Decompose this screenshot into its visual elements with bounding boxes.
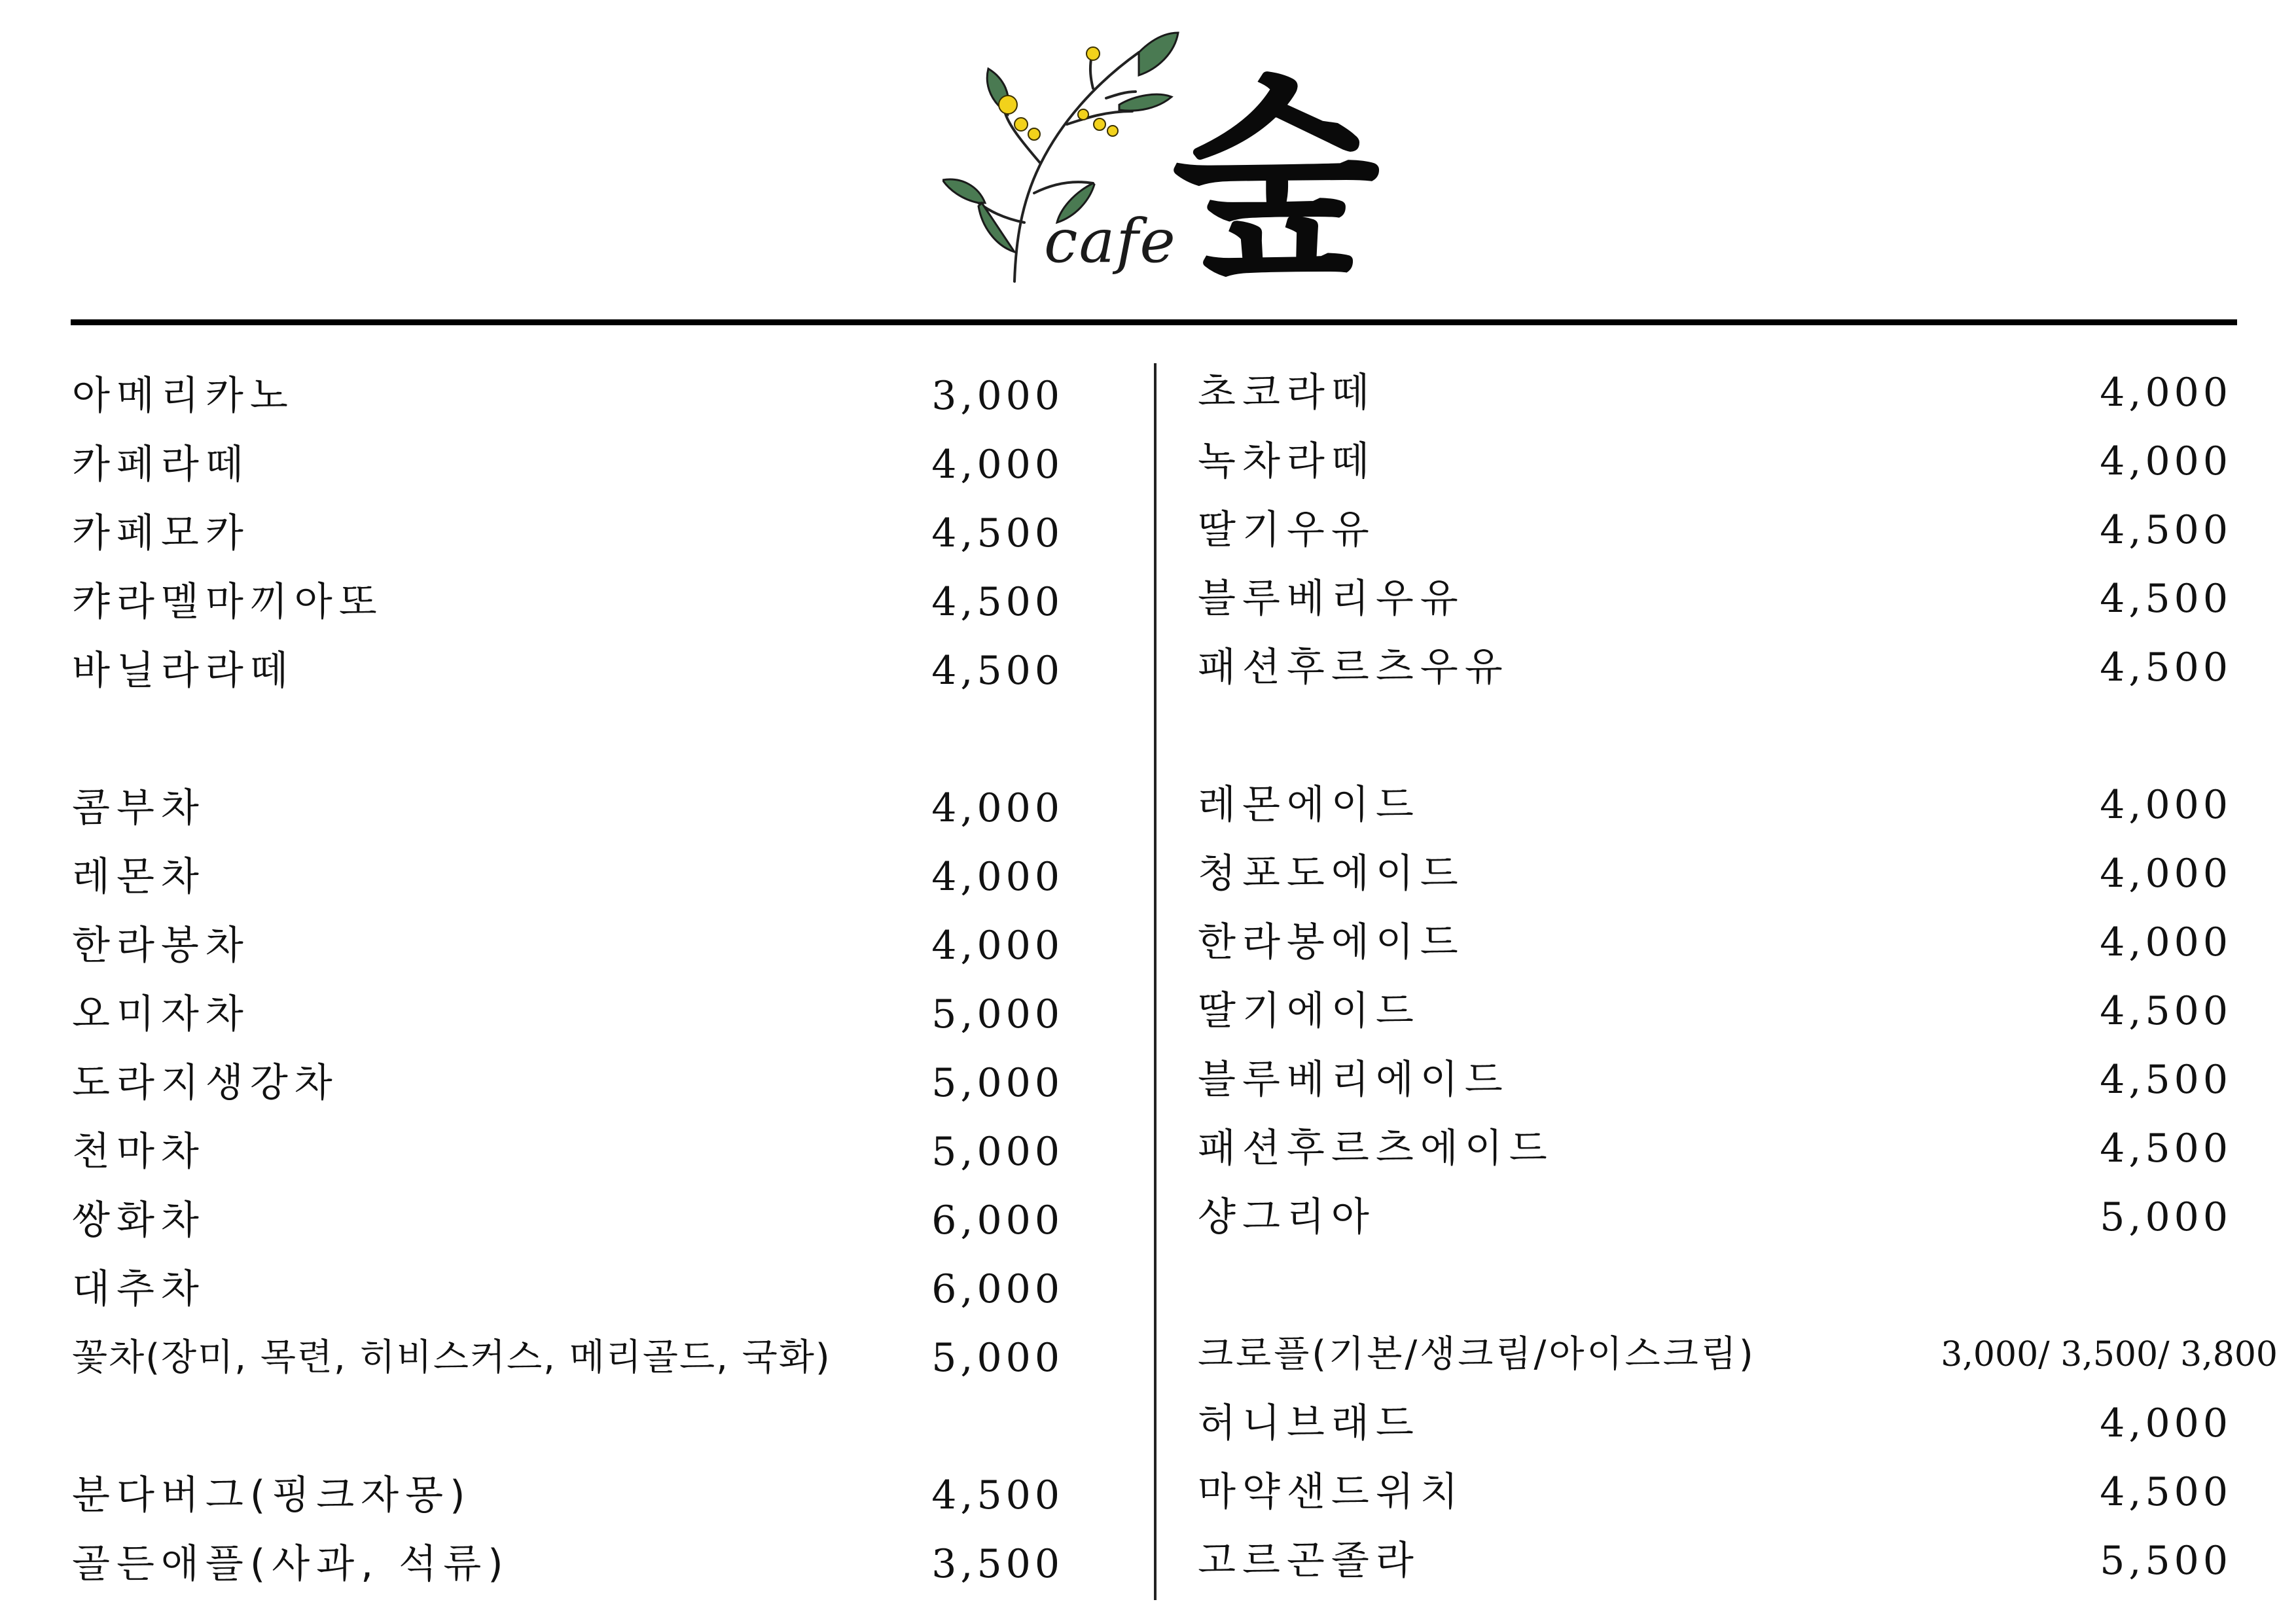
menu-item-name: 골든애플(사과, 석류) — [72, 1541, 510, 1587]
menu-item-name: 마약샌드위치 — [1198, 1469, 1465, 1515]
menu-item-price: 4,500 — [2100, 1126, 2232, 1171]
menu-item-price: 4,000 — [2100, 919, 2232, 965]
menu-item — [1198, 432, 2232, 491]
menu-item-name: 바닐라라떼 — [72, 648, 295, 694]
menu-item-name: 녹차라떼 — [1198, 438, 1376, 484]
menu-item-price: 4,500 — [2100, 1469, 2232, 1515]
menu-item-price: 4,000 — [2100, 851, 2232, 897]
menu-item-price: 4,500 — [2100, 988, 2232, 1034]
menu-item-price: 4,500 — [931, 1472, 1064, 1518]
menu-item-name: 크로플(기본/생크림/아이스크림) — [1198, 1333, 1756, 1376]
menu-item-price: 6,000 — [931, 1198, 1064, 1243]
menu-item — [72, 985, 1064, 1044]
brand-name: 숲 — [1172, 54, 1380, 306]
menu-item-price: 4,500 — [2100, 645, 2232, 690]
menu-item-name: 분다버그(핑크자몽) — [72, 1472, 472, 1518]
menu-item — [1198, 638, 2232, 697]
menu-item-name: 패션후르츠우유 — [1198, 645, 1509, 690]
menu-item-price: 4,500 — [931, 648, 1064, 694]
brand-cafe-label: cafe — [1044, 206, 1177, 276]
menu-item — [1198, 1050, 2232, 1109]
menu-item-price: 3,000 — [931, 373, 1064, 419]
menu-item-name: 쌍화차 — [72, 1198, 206, 1243]
menu-item-name: 딸기에이드 — [1198, 988, 1420, 1034]
menu-item-name: 고르곤졸라 — [1198, 1538, 1420, 1584]
menu-item-name: 오미자차 — [72, 991, 250, 1037]
menu-item — [72, 366, 1064, 425]
menu-item-name: 카페라떼 — [72, 442, 250, 488]
menu-item-name: 카페모카 — [72, 510, 250, 556]
menu-item — [1198, 844, 2232, 903]
menu-item — [1198, 1531, 2232, 1590]
menu-item — [1198, 776, 2232, 834]
menu-item — [72, 504, 1064, 563]
menu-item — [1198, 1119, 2232, 1178]
menu-item-name: 청포도에이드 — [1198, 851, 1465, 897]
menu-header — [0, 0, 2296, 308]
menu-item-name: 대추차 — [72, 1266, 206, 1312]
menu-item — [1198, 501, 2232, 560]
menu-item-name: 아메리카노 — [72, 373, 295, 419]
menu-item-name: 꽃차(장미, 목련, 히비스커스, 메리골드, 국화) — [72, 1336, 831, 1379]
menu-item-price: 4,500 — [931, 510, 1064, 556]
menu-item — [1198, 982, 2232, 1041]
menu-item-price: 5,000 — [931, 1129, 1064, 1175]
menu-item — [72, 847, 1064, 906]
menu-item-name: 허니브래드 — [1198, 1400, 1420, 1446]
header-divider — [71, 319, 2237, 325]
menu-item — [72, 1122, 1064, 1181]
menu-item — [72, 1535, 1064, 1594]
menu-item-price: 3,000/ 3,500/ 3,800 — [1941, 1335, 2278, 1374]
menu-item-price: 4,000 — [931, 923, 1064, 969]
menu-item-name: 한라봉에이드 — [1198, 919, 1465, 965]
column-divider — [1154, 363, 1157, 1600]
menu-item-name: 블루베리우유 — [1198, 576, 1465, 622]
menu-item — [72, 779, 1064, 838]
menu-item-name: 블루베리에이드 — [1198, 1057, 1509, 1103]
menu-item-name: 샹그리아 — [1198, 1194, 1376, 1240]
menu-item-price: 4,000 — [2100, 1400, 2232, 1446]
menu-item-name: 한라봉차 — [72, 923, 250, 969]
menu-item-name: 레몬차 — [72, 854, 206, 900]
menu-item-price: 5,000 — [931, 991, 1064, 1037]
menu-item-name: 캬라멜마끼아또 — [72, 579, 384, 625]
menu-item-price: 4,500 — [2100, 576, 2232, 622]
menu-item — [72, 1466, 1064, 1525]
menu-item-price: 4,000 — [931, 785, 1064, 831]
menu-item-price: 4,000 — [931, 854, 1064, 900]
menu-item — [1198, 363, 2232, 422]
menu-item-name: 패션후르츠에이드 — [1198, 1126, 1554, 1171]
menu-item-price: 4,500 — [2100, 507, 2232, 553]
menu-item-price: 4,500 — [2100, 1057, 2232, 1103]
menu-item-price: 4,000 — [2100, 370, 2232, 416]
menu-item-name: 콤부차 — [72, 785, 206, 831]
menu-item-price: 6,000 — [931, 1266, 1064, 1312]
menu-item-price: 5,000 — [931, 1335, 1064, 1381]
menu-item — [72, 1260, 1064, 1319]
menu-item-price: 5,000 — [931, 1060, 1064, 1106]
menu-item-name: 딸기우유 — [1198, 507, 1376, 553]
menu-item-name: 천마차 — [72, 1129, 206, 1175]
menu-item — [72, 1329, 1064, 1387]
menu-item — [72, 1054, 1064, 1113]
menu-item-price: 3,500 — [931, 1541, 1064, 1587]
menu-item — [1198, 1394, 2232, 1453]
menu-item — [1198, 569, 2232, 628]
menu-item — [1198, 1188, 2232, 1247]
menu-item-name: 초코라떼 — [1198, 370, 1376, 416]
menu-item — [72, 435, 1064, 494]
menu-item — [72, 1191, 1064, 1250]
menu-item-price: 5,000 — [2100, 1194, 2232, 1240]
menu-item-price: 4,000 — [2100, 438, 2232, 484]
menu-item-name: 레몬에이드 — [1198, 782, 1420, 828]
menu-item-price: 5,500 — [2100, 1538, 2232, 1584]
menu-item-price: 4,000 — [2100, 782, 2232, 828]
menu-item — [72, 573, 1064, 632]
menu-item — [1198, 1463, 2232, 1522]
menu-item — [1198, 913, 2232, 972]
menu-item — [72, 641, 1064, 700]
menu-item-price: 4,000 — [931, 442, 1064, 488]
menu-item-name: 도라지생강차 — [72, 1060, 339, 1106]
menu-item — [72, 916, 1064, 975]
menu-item-price: 4,500 — [931, 579, 1064, 625]
menu-item — [1198, 1325, 2278, 1384]
